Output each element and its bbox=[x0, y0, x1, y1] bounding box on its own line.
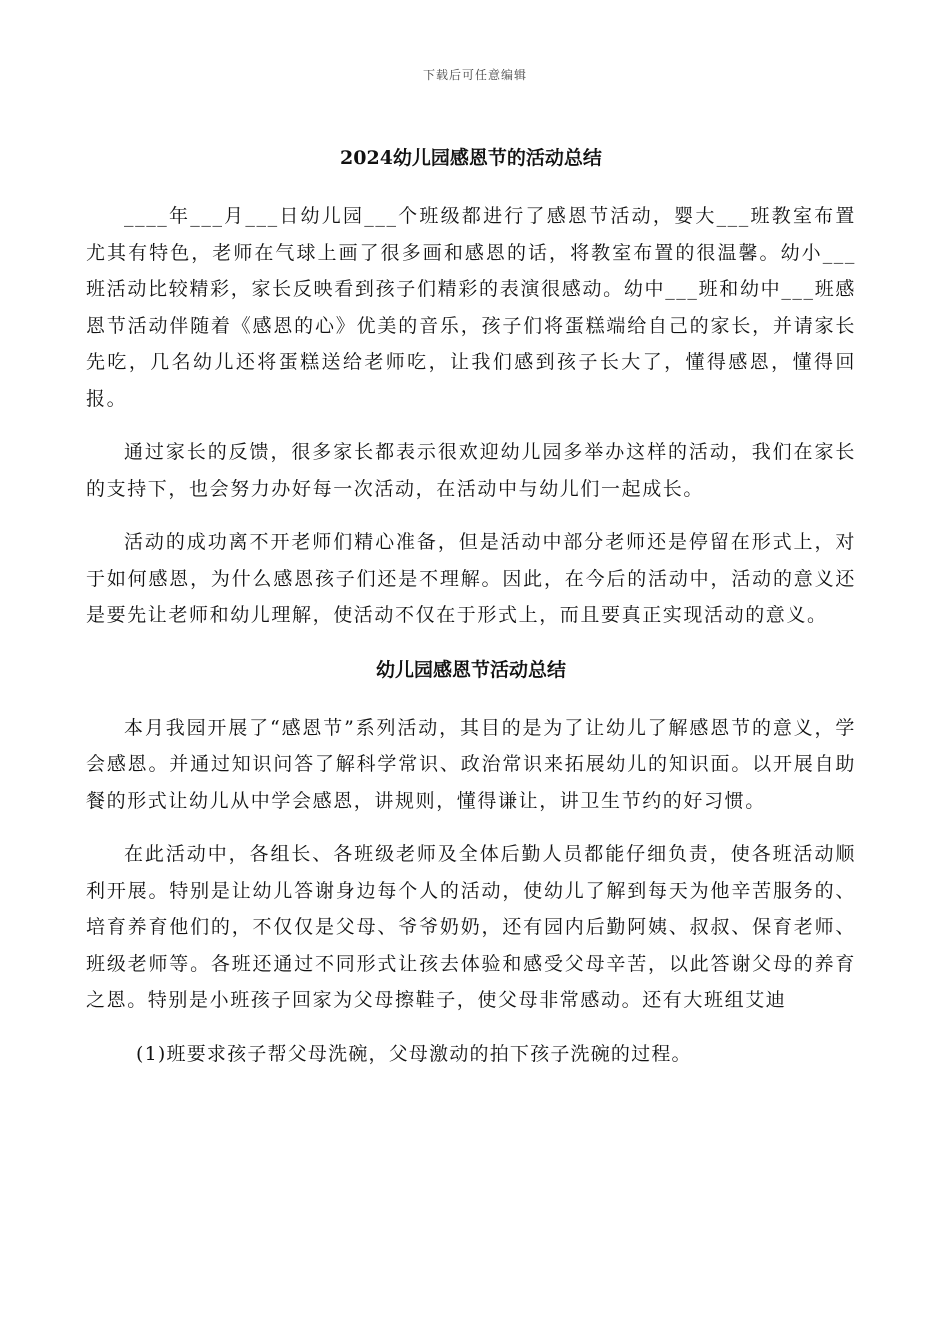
paragraph: 通过家长的反馈，很多家长都表示很欢迎幼儿园多举办这样的活动，我们在家长的支持下，也会努力办好每一次活动，在活动中与幼儿们一起成长。 bbox=[86, 441, 856, 500]
section-title-2: 幼儿园感恩节活动总结 bbox=[375, 658, 566, 681]
paragraph: 本月我园开展了“感恩节”系列活动，其目的是为了让幼儿了解感恩节的意义，学会感恩。并通过知识问答了解科学常识、政治常识来拓展幼儿的知识面。以开展自助餐的形式让幼儿从中学会感恩，讲规则，懂得谦让，讲卫生节约的好习惯。 bbox=[86, 716, 856, 812]
header-note: 下载后可任意编辑 bbox=[422, 68, 527, 82]
document-body bbox=[86, 140, 856, 1072]
list-item: (1)班要求孩子帮父母洗碗，父母激动的拍下孩子洗碗的过程。 bbox=[136, 1042, 692, 1065]
paragraph: 活动的成功离不开老师们精心准备，但是活动中部分老师还是停留在形式上，对于如何感恩，为什么感恩孩子们还是不理解。因此，在今后的活动中，活动的意义还是要先让老师和幼儿理解，使活动不仅在于形式上，而且要真正实现活动的意义。 bbox=[86, 531, 856, 626]
paragraph: ____年___月___日幼儿园___个班级都进行了感恩节活动，婴大___班教室布置尤其有特色，老师在气球上画了很多画和感恩的话，将教室布置的很温馨。幼小___班活动比较精彩，家长反映看到孩子们精彩的表演很感动。幼中___班和幼中___班感恩节活动伴随着《感恩的心》优美的音乐，孩子们将蛋糕端给自己的家长，并请家长先吃，几名幼儿还将蛋糕送给老师吃，让我们感到孩子长大了，懂得感恩，懂得回报。 bbox=[86, 205, 856, 410]
section-title-1: 2024幼儿园感恩节的活动总结 bbox=[340, 147, 602, 169]
paragraph: 在此活动中，各组长、各班级老师及全体后勤人员都能仔细负责，使各班活动顺利开展。特别是让幼儿答谢身边每个人的活动，使幼儿了解到每天为他辛苦服务的、培育养育他们的，不仅仅是父母、爷爷奶奶，还有园内后勤阿姨、叔叔、保育老师、班级老师等。各班还通过不同形式让孩去体验和感受父母辛苦，以此答谢父母的养育之恩。特别是小班孩子回家为父母擦鞋子，使父母非常感动。还有大班组艾迪 bbox=[86, 843, 856, 1011]
